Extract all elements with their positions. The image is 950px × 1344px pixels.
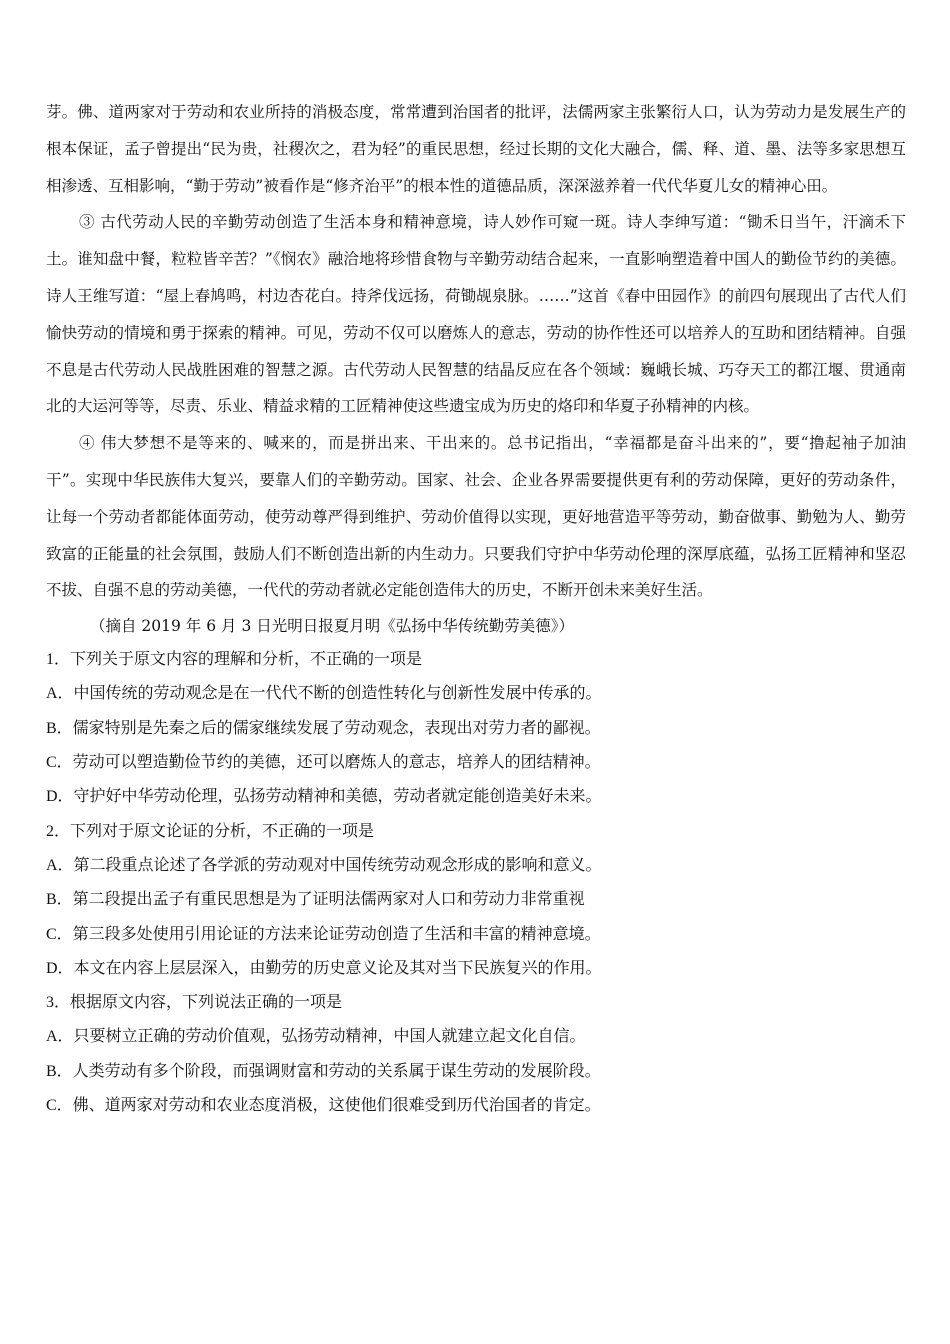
option-a: A．只要树立正确的劳动价值观，弘扬劳动精神，中国人就建立起文化自信。: [46, 1028, 586, 1046]
option-d: D．守护好中华劳动伦理，弘扬劳动精神和美德，劳动者就定能创造美好未来。: [46, 788, 602, 806]
option-c: C．劳动可以塑造勤俭节约的美德，还可以磨炼人的意志，培养人的团结精神。: [46, 754, 601, 772]
question-2: [46, 815, 906, 986]
option-a: A．中国传统的劳动观念是在一代代不断的创造性转化与创新性发展中传承的。: [46, 685, 602, 703]
option-d: D．本文在内容上层层深入，由勤劳的历史意义论及其对当下民族复兴的作用。: [46, 959, 602, 977]
passage-paragraph-3: ③ 古代劳动人民的辛勤劳动创造了生活本身和精神意境，诗人妙作可窥一斑。诗人李绅写道：“锄禾日当午，汗滴禾下土。谁知盘中餐，粒粒皆辛苦？”《悯农》融洽地将珍惜食物与辛勤劳动结合起来，一直影响塑造着中国人的勤俭节约的美德。诗人王维写道：“屋上春鸠鸣，村边杏花白。持斧伐远扬，荷锄觇泉脉。……”这首《春中田园作》的前四句展现出了古代人们愉快劳动的情境和勇于探索的精神。可见，劳动不仅可以磨炼人的意志，劳动的协作性还可以培养人的互助和团结精神。自强不息是古代劳动人民战胜困难的智慧之源。古代劳动人民智慧的结晶反应在各个领域：巍峨长城、巧夺天工的都江堰、贯通南北的大运河等等，尽责、乐业、精益求精的工匠精神使这些遗宝成为历史的烙印和华夏子孙精神的内核。: [46, 213, 906, 416]
question-stem: 3．根据原文内容，下列说法正确的一项是: [46, 994, 343, 1012]
document-page: [46, 94, 906, 1123]
option-a: A．第二段重点论述了各学派的劳动观对中国传统劳动观念形成的影响和意义。: [46, 856, 602, 874]
option-c: C．第三段多处使用引用论证的方法来论证劳动创造了生活和丰富的精神意境。: [46, 925, 601, 943]
option-c: C．佛、道两家对劳动和农业态度消极，这使他们很难受到历代治国者的肯定。: [46, 1097, 601, 1115]
question-3: [46, 986, 906, 1123]
passage-paragraph-4: ④ 伟大梦想不是等来的、喊来的，而是拼出来、干出来的。总书记指出，“幸福都是奋斗出来的”，要“撸起袖子加油干”。实现中华民族伟大复兴，要靠人们的辛勤劳动。国家、社会、企业各界需要提供更有利的劳动保障，更好的劳动条件，让每一个劳动者都能体面劳动，使劳动尊严得到维护、劳动价值得以实现，更好地营造平等劳动，勤奋做事、勤勉为人、勤劳致富的正能量的社会氛围，鼓励人们不断创造出新的内生动力。只要我们守护中华劳动伦理的深厚底蕴，弘扬工匠精神和坚忍不拔、自强不息的劳动美德，一代代的劳动者就必定能创造伟大的历史，不断开创未来美好生活。: [46, 434, 906, 600]
option-b: B．人类劳动有多个阶段，而强调财富和劳动的关系属于谋生劳动的发展阶段。: [46, 1062, 601, 1080]
question-stem: 2．下列对于原文论证的分析，不正确的一项是: [46, 822, 375, 840]
option-b: B．第二段提出孟子有重民思想是为了证明法儒两家对人口和劳动力非常重视: [46, 891, 585, 909]
option-b: B．儒家特别是先秦之后的儒家继续发展了劳动观念，表现出对劳力者的鄙视。: [46, 719, 601, 737]
question-1: [46, 643, 906, 814]
passage-source-citation: （摘自 2019 年 6 月 3 日光明日报夏月明《弘扬中华传统勤劳美德》）: [90, 617, 574, 636]
passage-paragraph-2-continued: 芽。佛、道两家对于劳动和农业所持的消极态度，常常遭到治国者的批评，法儒两家主张繁衍人口，认为劳动力是发展生产的根本保证，孟子曾提出“民为贵，社稷次之，君为轻”的重民思想，经过长期的文化大融合，儒、释、道、墨、法等多家思想互相渗透、互相影响，“勤于劳动”被看作是“修齐治平”的根本性的道德品质，深深滋养着一代代华夏儿女的精神心田。: [46, 103, 906, 195]
question-stem: 1．下列关于原文内容的理解和分析，不正确的一项是: [46, 651, 423, 669]
